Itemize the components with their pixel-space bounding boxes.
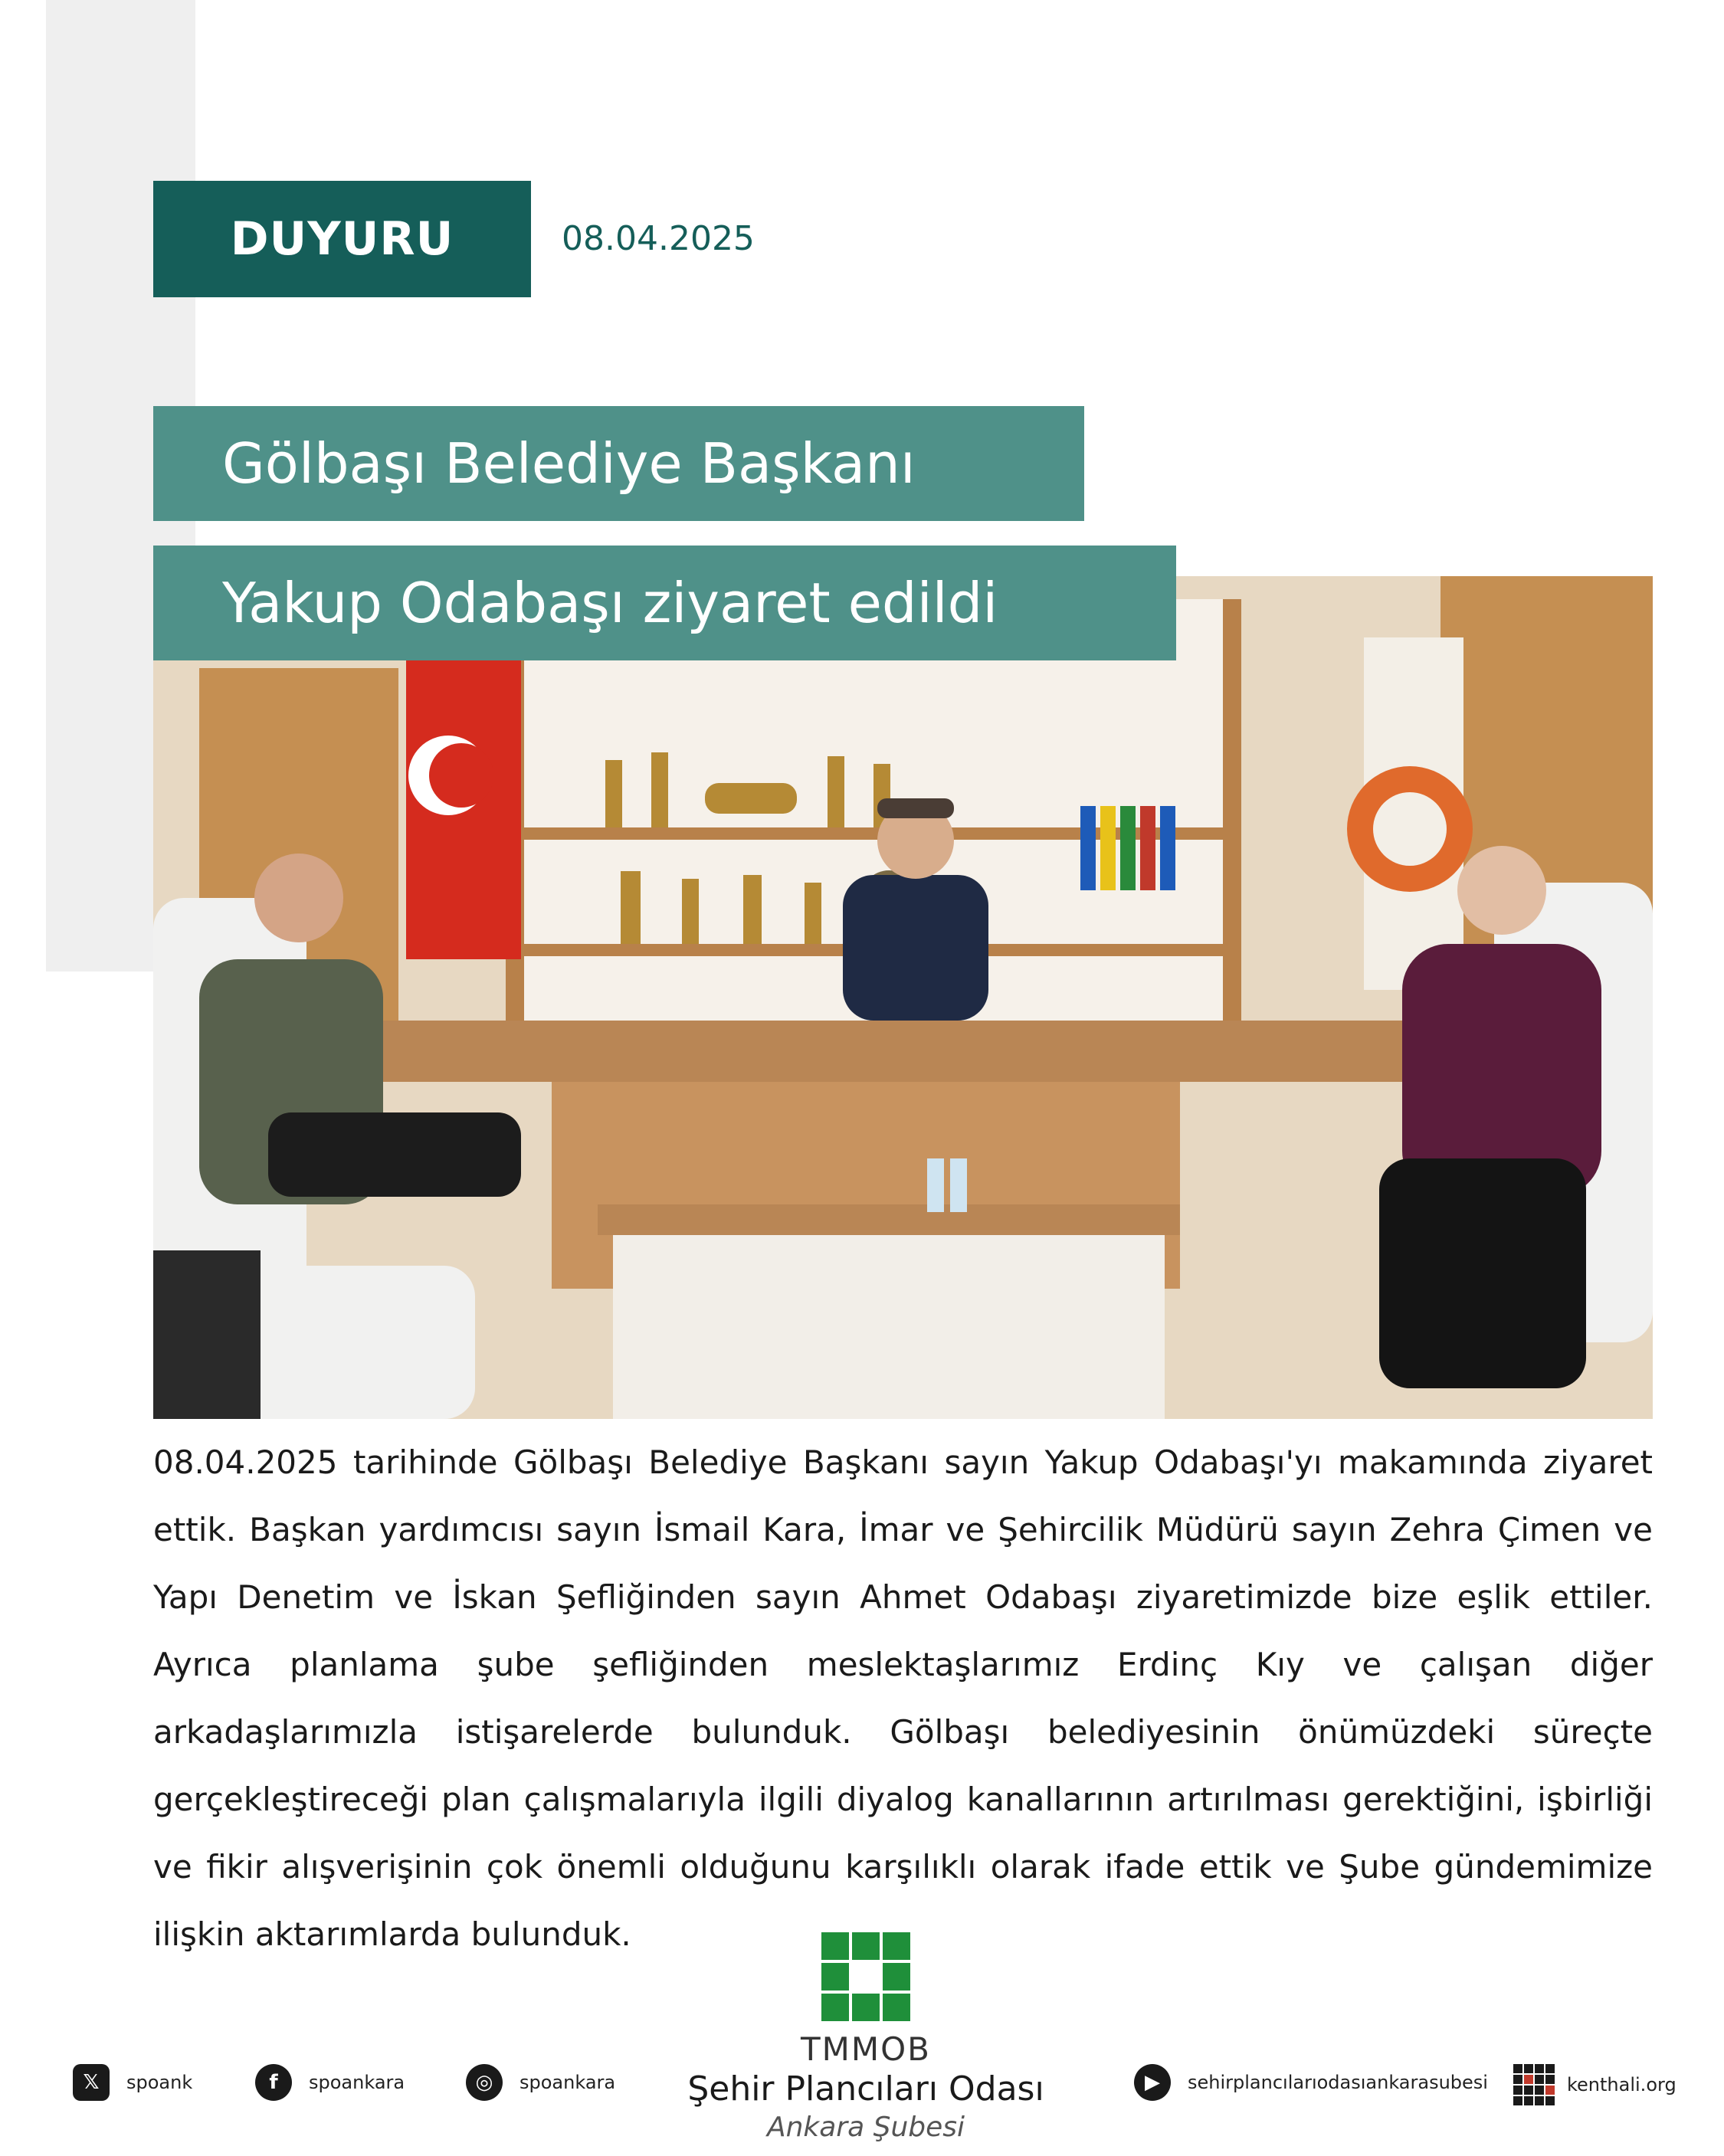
x-handle: spoank xyxy=(126,2072,193,2093)
instagram-link[interactable] xyxy=(466,2064,615,2101)
organization-logo-text xyxy=(674,2030,1057,2145)
headline-line-1: Gölbaşı Belediye Başkanı xyxy=(153,406,1084,521)
publish-date: 08.04.2025 xyxy=(562,219,755,258)
logo-name: Şehir Plancıları Odası xyxy=(687,2069,1044,2108)
youtube-link[interactable] xyxy=(1134,2064,1488,2101)
youtube-handle: sehirplancılarıodasıankarasubesi xyxy=(1188,2072,1488,2093)
meeting-photo xyxy=(153,576,1653,1419)
x-link[interactable] xyxy=(73,2064,192,2101)
logo-org: TMMOB xyxy=(800,2030,931,2068)
headline-line-2: Yakup Odabaşı ziyaret edildi xyxy=(153,546,1176,660)
announcement-body: 08.04.2025 tarihinde Gölbaşı Belediye Başkanı sayın Yakup Odabaşı'yı makamında ziyaret ettik. Başkan yardımcısı sayın İsmail Kara, İmar ve Şehircilik Müdürü sayın Zehra Çimen ve Yapı Denetim ve İskan Şefliğinden sayın Ahmet Odabaşı ziyaretimizde bize eşlik ettiler. Ayrıca planlama şube şefliğinden meslektaşlarımız Erdinç Kıy ve çalışan diğer arkadaşlarımızla istişarelerde bulunduk. Gölbaşı belediyesinin önümüzdeki süreçte gerçekleştireceği plan çalışmalarıyla ilgili diyalog kanallarının artırılması gerektiğini, işbirliği ve fikir alışverişinin çok önemli olduğunu karşılıklı olarak ifade ettik ve Şube gündemimize ilişkin aktarımlarda bulunduk. xyxy=(153,1443,1653,1953)
spo-logo-icon xyxy=(821,1932,910,2021)
website-link[interactable] xyxy=(1513,2064,1676,2105)
instagram-icon: ◎ xyxy=(466,2064,503,2101)
youtube-icon: ▶ xyxy=(1134,2064,1171,2101)
website-url: kenthali.org xyxy=(1567,2074,1676,2095)
facebook-icon: f xyxy=(255,2064,292,2101)
instagram-handle: spoankara xyxy=(519,2072,616,2093)
announcement-tag: DUYURU xyxy=(153,181,531,297)
facebook-link[interactable] xyxy=(255,2064,405,2101)
logo-branch: Ankara Şubesi xyxy=(766,2112,965,2143)
facebook-handle: spoankara xyxy=(309,2072,405,2093)
kenthali-logo-icon xyxy=(1513,2064,1555,2105)
x-icon: 𝕏 xyxy=(73,2064,110,2101)
